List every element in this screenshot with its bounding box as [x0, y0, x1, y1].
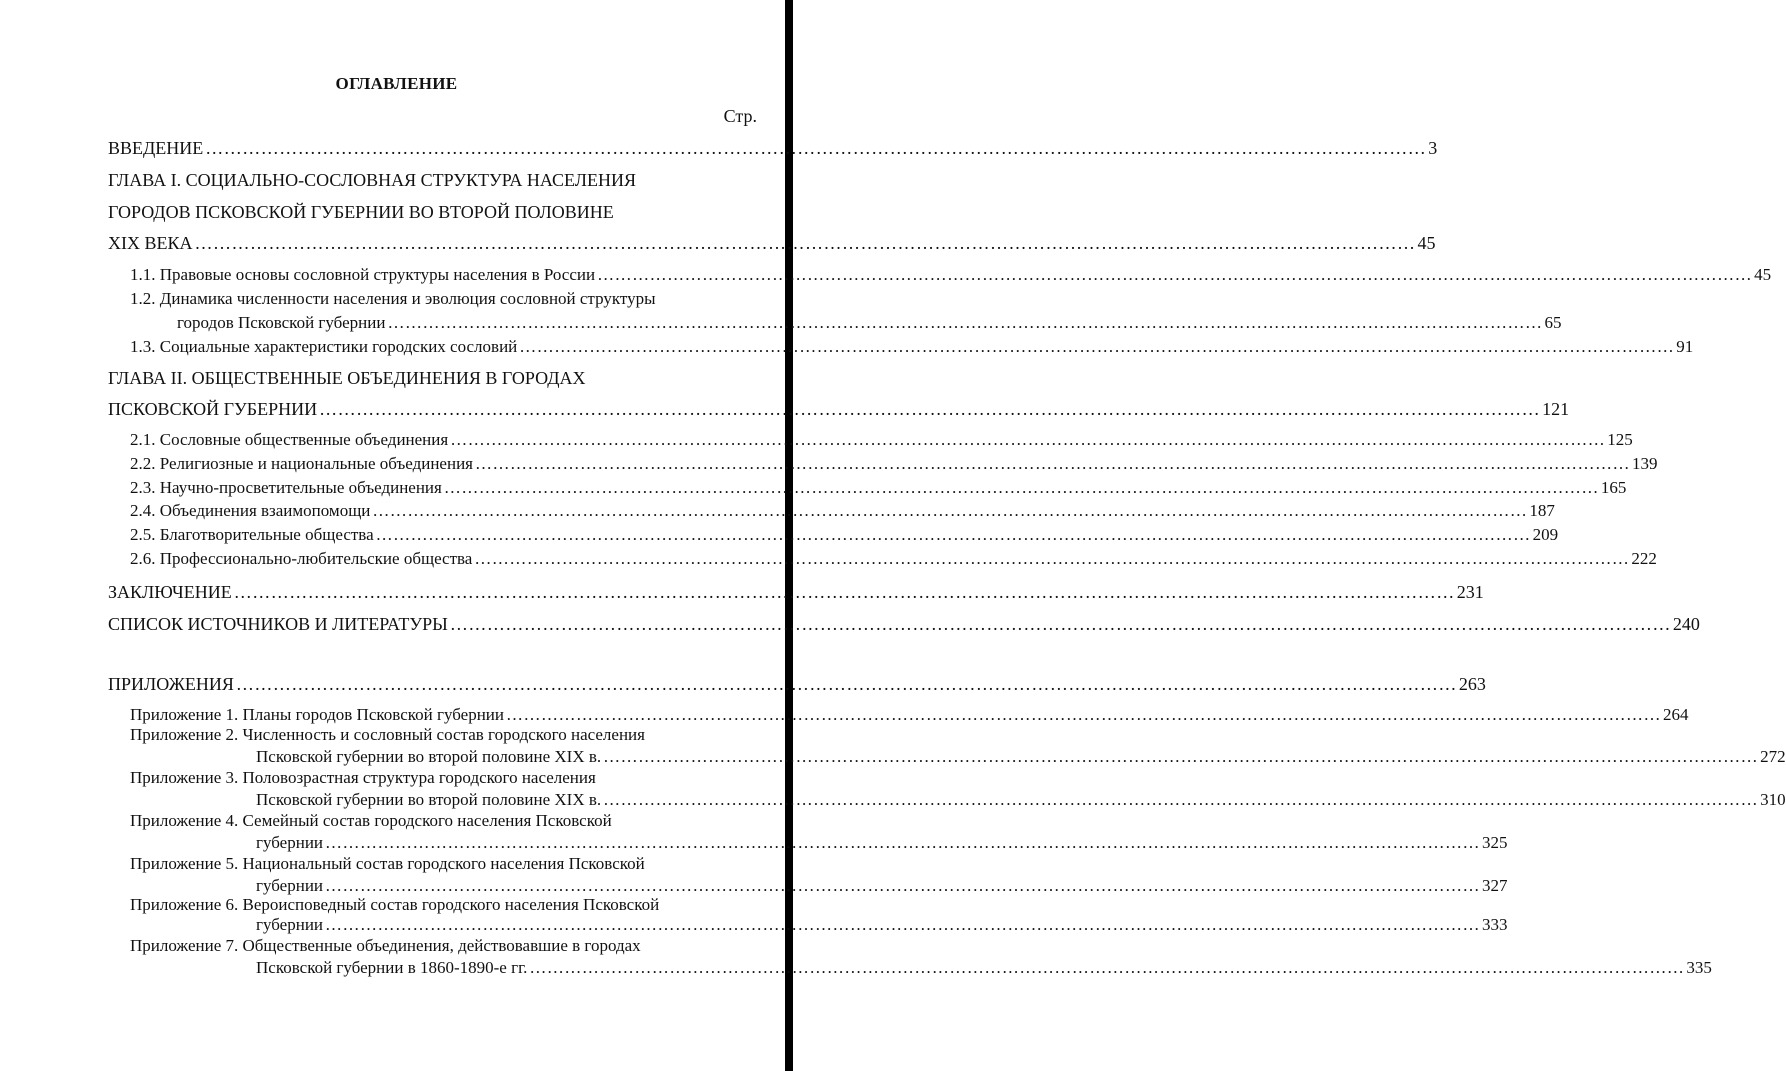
chapter1-heading-line1: ГЛАВА I. СОЦИАЛЬНО-СОСЛОВНАЯ СТРУКТУРА НАСЕЛЕНИЯ: [108, 170, 636, 190]
toc-entry-intro[interactable]: [108, 137, 1438, 159]
toc-entry-app1[interactable]: [130, 704, 1689, 726]
toc-entry-chapter1[interactable]: [108, 232, 1436, 254]
toc-entry-page: 325: [1482, 833, 1508, 852]
toc-entry-appendices[interactable]: [108, 673, 1486, 695]
toc-entry-page: 310: [1760, 790, 1786, 809]
toc-entry-text: 2.1. Сословные общественные объединения: [130, 430, 449, 449]
toc-entry-chapter2[interactable]: [108, 398, 1570, 420]
toc-entry-text: губернии: [256, 833, 324, 852]
toc-entry-app5-line1: Приложение 5. Национальный состав городского населения Псковской: [130, 854, 645, 873]
page-column-label: Стр.: [723, 106, 757, 126]
leader-dots: ………………………………………………………………………………………………………………………………………………………………………………: [474, 549, 1630, 568]
leader-dots: ………………………………………………………………………………………………………………………………………………………………………………: [443, 478, 1599, 497]
toc-entry-page: 272: [1760, 747, 1786, 766]
toc-entry-1-3[interactable]: [130, 336, 1694, 358]
toc-entry-app2-line1: Приложение 2. Численность и сословный состав городского населения: [130, 725, 645, 744]
toc-entry-1-2[interactable]: [177, 312, 1562, 334]
toc-entry-text: ВВЕДЕНИЕ: [108, 138, 204, 158]
toc-entry-page: 209: [1532, 525, 1559, 544]
leader-dots: ………………………………………………………………………………………………………………………………………………………………………………: [449, 614, 1671, 634]
toc-entry-page: 240: [1672, 614, 1700, 634]
toc-entry-app6[interactable]: [256, 914, 1508, 936]
toc-entry-page: 3: [1428, 138, 1438, 158]
toc-entry-page: 263: [1458, 674, 1486, 694]
leader-dots: ………………………………………………………………………………………………………………………………………………………………………………: [325, 876, 1481, 895]
leader-dots: ………………………………………………………………………………………………………………………………………………………………………………: [474, 454, 1630, 473]
toc-entry-app2[interactable]: [256, 746, 1786, 768]
toc-entry-2-2[interactable]: [130, 453, 1658, 475]
leader-dots: ………………………………………………………………………………………………………………………………………………………………………………: [205, 138, 1427, 158]
toc-entry-text: Псковской губернии в 1860-1890-е гг.: [256, 958, 528, 977]
toc-entry-text: XIX ВЕКА: [108, 233, 193, 253]
toc-entry-page: 327: [1482, 876, 1508, 895]
toc-entry-text: 2.5. Благотворительные общества: [130, 525, 374, 544]
toc-entry-page: 45: [1417, 233, 1436, 253]
leader-dots: ………………………………………………………………………………………………………………………………………………………………………………: [194, 233, 1416, 253]
toc-entry-text: ПСКОВСКОЙ ГУБЕРНИИ: [108, 399, 318, 419]
toc-entry-page: 45: [1754, 265, 1772, 284]
leader-dots: ………………………………………………………………………………………………………………………………………………………………………………: [529, 958, 1685, 977]
toc-entry-1-1[interactable]: [130, 264, 1772, 286]
toc-entry-text: 2.2. Религиозные и национальные объединения: [130, 454, 473, 473]
toc-entry-1-2-line1: 1.2. Динамика численности населения и эволюция сословной структуры: [130, 289, 656, 308]
toc-entry-text: 2.6. Профессионально-любительские общества: [130, 549, 473, 568]
leader-dots: ………………………………………………………………………………………………………………………………………………………………………………: [375, 525, 1531, 544]
toc-entry-text: ПРИЛОЖЕНИЯ: [108, 674, 234, 694]
toc-entry-app3-line1: Приложение 3. Половозрастная структура городского населения: [130, 768, 596, 787]
leader-dots: ………………………………………………………………………………………………………………………………………………………………………………: [372, 501, 1528, 520]
toc-entry-sources[interactable]: [108, 613, 1700, 635]
toc-entry-2-4[interactable]: [130, 500, 1555, 522]
toc-entry-page: 165: [1600, 478, 1627, 497]
leader-dots: ………………………………………………………………………………………………………………………………………………………………………………: [325, 915, 1481, 934]
leader-dots: ………………………………………………………………………………………………………………………………………………………………………………: [325, 833, 1481, 852]
leader-dots: ………………………………………………………………………………………………………………………………………………………………………………: [603, 790, 1759, 809]
toc-entry-page: 91: [1676, 337, 1694, 356]
toc-entry-page: 335: [1686, 958, 1712, 977]
toc-entry-app7-line1: Приложение 7. Общественные объединения, действовавшие в городах: [130, 936, 641, 955]
toc-entry-2-3[interactable]: [130, 477, 1627, 499]
leader-dots: ………………………………………………………………………………………………………………………………………………………………………………: [519, 337, 1675, 356]
leader-dots: ………………………………………………………………………………………………………………………………………………………………………………: [506, 705, 1661, 724]
toc-entry-2-6[interactable]: [130, 548, 1657, 570]
toc-entry-text: 2.4. Объединения взаимопомощи: [130, 501, 371, 520]
toc-entry-text: Приложение 1. Планы городов Псковской губернии: [130, 705, 504, 724]
chapter1-heading-line2: ГОРОДОВ ПСКОВСКОЙ ГУБЕРНИИ ВО ВТОРОЙ ПОЛОВИНЕ: [108, 202, 614, 222]
toc-entry-text: Псковской губернии во второй половине XIX в.: [256, 790, 602, 809]
toc-entry-app7[interactable]: [256, 957, 1712, 979]
toc-entry-app3[interactable]: [256, 789, 1786, 811]
toc-entry-page: 139: [1631, 454, 1658, 473]
leader-dots: ………………………………………………………………………………………………………………………………………………………………………………: [233, 582, 1455, 602]
toc-entry-app4[interactable]: [256, 832, 1508, 854]
leader-dots: ………………………………………………………………………………………………………………………………………………………………………………: [597, 265, 1753, 284]
toc-entry-text: 1.1. Правовые основы сословной структуры населения в России: [130, 265, 596, 284]
toc-entry-conclusion[interactable]: [108, 581, 1484, 603]
toc-entry-2-5[interactable]: [130, 524, 1559, 546]
toc-entry-text: губернии: [256, 915, 324, 934]
toc-entry-text: городов Псковской губернии: [177, 313, 386, 332]
leader-dots: ………………………………………………………………………………………………………………………………………………………………………………: [603, 747, 1759, 766]
toc-entry-app4-line1: Приложение 4. Семейный состав городского населения Псковской: [130, 811, 612, 830]
toc-entry-text: 2.3. Научно-просветительные объединения: [130, 478, 442, 497]
leader-dots: ………………………………………………………………………………………………………………………………………………………………………………: [387, 313, 1543, 332]
chapter2-heading-line1: ГЛАВА II. ОБЩЕСТВЕННЫЕ ОБЪЕДИНЕНИЯ В ГОРОДАХ: [108, 368, 586, 388]
toc-entry-page: 222: [1631, 549, 1657, 568]
toc-entry-page: 125: [1607, 430, 1633, 449]
toc-entry-page: 231: [1456, 582, 1484, 602]
toc-entry-2-1[interactable]: [130, 429, 1633, 451]
toc-entry-page: 333: [1482, 915, 1508, 934]
leader-dots: ………………………………………………………………………………………………………………………………………………………………………………: [450, 430, 1606, 449]
toc-title: ОГЛАВЛЕНИЕ: [335, 74, 458, 93]
toc-entry-page: 121: [1542, 399, 1570, 419]
toc-entry-text: Псковской губернии во второй половине XIX в.: [256, 747, 602, 766]
leader-dots: ………………………………………………………………………………………………………………………………………………………………………………: [319, 399, 1541, 419]
toc-entry-page: 65: [1544, 313, 1562, 332]
toc-entry-text: ЗАКЛЮЧЕНИЕ: [108, 582, 232, 602]
leader-dots: ………………………………………………………………………………………………………………………………………………………………………………: [235, 674, 1457, 694]
toc-entry-page: 187: [1529, 501, 1555, 520]
toc-entry-app6-line1: Приложение 6. Вероисповедный состав городского населения Псковской: [130, 895, 660, 914]
toc-entry-text: СПИСОК ИСТОЧНИКОВ И ЛИТЕРАТУРЫ: [108, 614, 448, 634]
toc-entry-text: 1.3. Социальные характеристики городских сословий: [130, 337, 518, 356]
toc-entry-page: 264: [1663, 705, 1689, 724]
toc-entry-text: губернии: [256, 876, 324, 895]
